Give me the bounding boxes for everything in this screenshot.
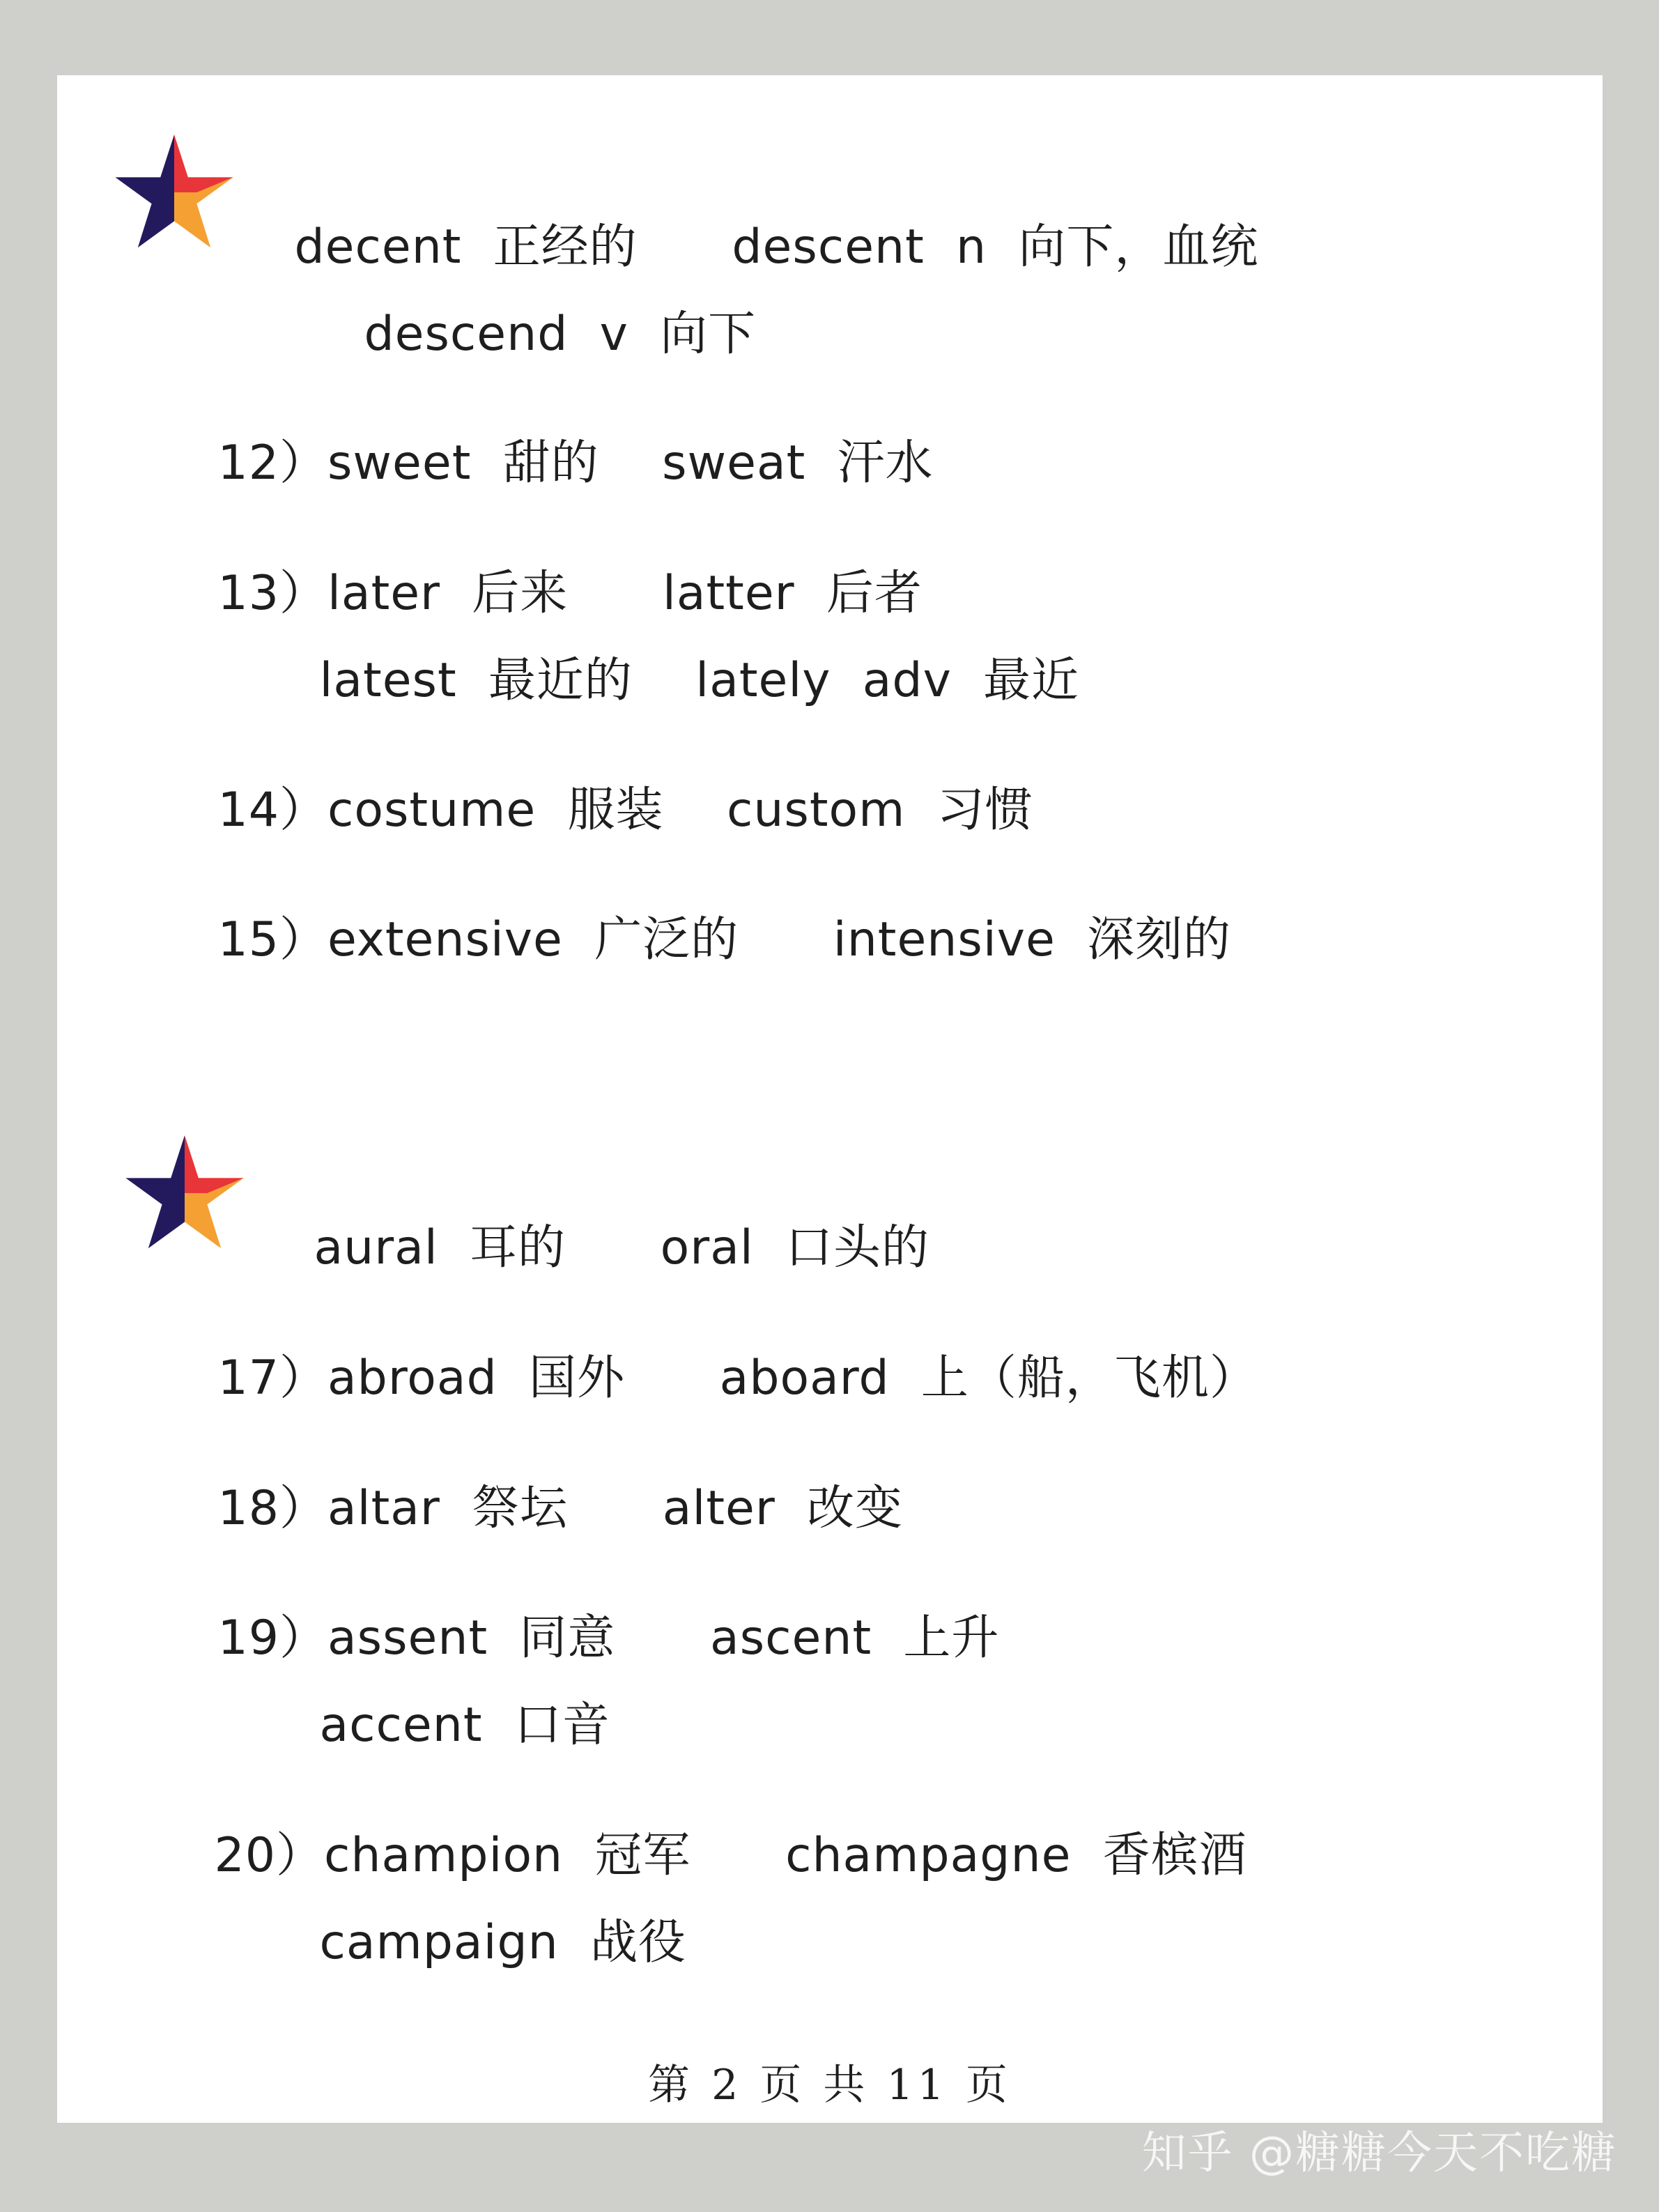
vocab-text: abroad 国外 aboard 上（船，飞机） — [327, 1351, 1258, 1406]
vocab-line — [251, 1177, 929, 1319]
item-number: 13） — [217, 566, 327, 621]
vocab-line — [256, 610, 1079, 752]
vocab-line — [155, 1438, 903, 1580]
vocab-line — [155, 1307, 1258, 1450]
item-number: 20） — [214, 1828, 324, 1883]
item-number: 17） — [217, 1351, 327, 1406]
vocab-text: accent 口音 — [319, 1698, 610, 1753]
item-number: 14） — [217, 783, 327, 838]
vocab-text: assent 同意 ascent 上升 — [327, 1611, 1000, 1666]
vocab-line — [155, 392, 934, 535]
vocab-line — [155, 739, 1033, 882]
vocab-text: extensive 广泛的 intensive 深刻的 — [327, 912, 1232, 967]
vocab-text: campaign 战役 — [319, 1915, 686, 1970]
vocab-text: latest 最近的 lately adv 最近 — [319, 653, 1080, 708]
vocab-text: sweet 甜的 sweat 汗水 — [327, 436, 934, 491]
item-number: 15） — [217, 912, 327, 967]
vocab-text: champion 冠军 champagne 香槟酒 — [324, 1828, 1247, 1883]
vocab-line — [256, 1872, 686, 2014]
item-number: 18） — [217, 1481, 327, 1536]
item-number: 12） — [217, 436, 327, 491]
page-footer: 第 2 页 共 11 页 — [648, 2061, 1012, 2110]
star-icon — [122, 1130, 247, 1256]
vocab-text: decent 正经的 descent n 向下，血统 — [294, 220, 1259, 275]
vocab-text: altar 祭坛 alter 改变 — [327, 1481, 904, 1536]
star-icon — [111, 130, 237, 255]
document-page — [57, 75, 1603, 2123]
vocab-text: descend v 向下 — [364, 307, 757, 362]
item-number: 19） — [217, 1611, 327, 1666]
vocab-text: costume 服装 custom 习惯 — [327, 783, 1033, 838]
vocab-line — [301, 263, 756, 406]
vocab-line — [155, 869, 1231, 1011]
vocab-text: later 后来 latter 后者 — [327, 566, 923, 621]
watermark: 知乎 @糖糖今天不吃糖 — [1141, 2128, 1617, 2179]
vocab-line — [256, 1654, 610, 1797]
vocab-text: aural 耳的 oral 口头的 — [314, 1220, 930, 1275]
